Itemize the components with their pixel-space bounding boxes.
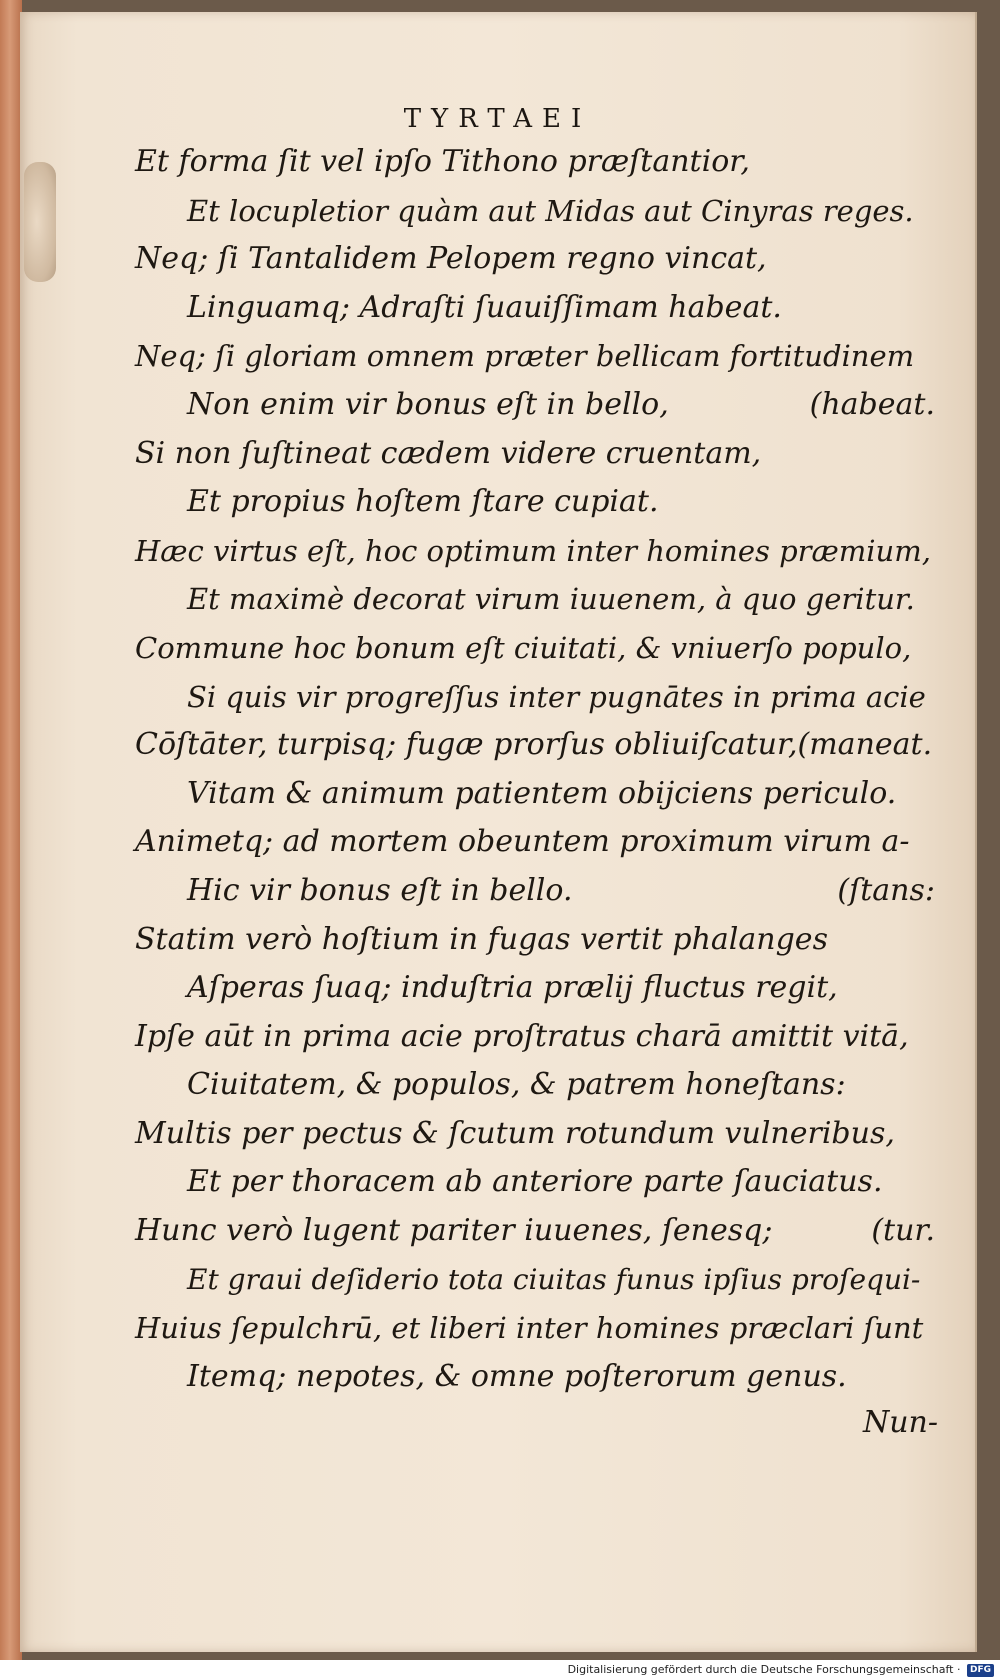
text-line-content: Itemq; nepotes, & omne poſterorum genus. xyxy=(187,1358,847,1394)
text-line-content: Et forma ſit vel ipſo Tithono præſtantior, xyxy=(135,144,750,179)
text-line-content: Aſperas ſuaq; induſtria prælij fluctus regit, xyxy=(187,970,838,1006)
text-line xyxy=(135,964,935,1013)
text-line xyxy=(135,284,935,333)
text-line xyxy=(135,381,935,430)
text-line xyxy=(135,1256,935,1305)
book-spine xyxy=(0,0,22,1660)
text-line-content: Ciuitatem, & populos, & patrem honeſtans: xyxy=(187,1067,846,1103)
text-line-turnover: (ſtans: xyxy=(837,872,935,908)
text-line xyxy=(135,916,935,965)
text-line xyxy=(135,187,935,236)
text-line xyxy=(135,575,935,624)
text-line xyxy=(135,138,935,187)
text-line-content: Si quis vir progreſſus inter pugnātes in prima acie xyxy=(187,679,926,714)
text-line xyxy=(135,624,935,673)
text-line-turnover: (tur. xyxy=(871,1213,935,1249)
text-line-content: Hæc virtus eſt, hoc optimum inter homines præmium, xyxy=(135,533,931,568)
text-line xyxy=(135,1110,935,1159)
text-line xyxy=(135,1353,935,1402)
text-line xyxy=(135,332,935,381)
page-clasp-mark xyxy=(24,162,56,282)
text-line xyxy=(135,1207,935,1256)
text-line-content: Et propius hoſtem ſtare cupiat. xyxy=(187,484,659,520)
text-line xyxy=(135,867,935,916)
text-line-content: Et maximè decorat virum iuuenem, à quo geritur. xyxy=(187,582,915,617)
text-line xyxy=(135,1013,935,1062)
text-line xyxy=(135,770,935,819)
catchword: Nun- xyxy=(862,1405,938,1440)
text-line-content: Commune hoc bonum eſt ciuitati, & vniuerſo populo, xyxy=(135,630,912,665)
digitization-credit xyxy=(568,1660,994,1679)
text-line xyxy=(135,1158,935,1207)
text-line-content: Animetq; ad mortem obeuntem proximum virum a- xyxy=(135,824,910,860)
text-line xyxy=(135,430,935,479)
text-line xyxy=(135,527,935,576)
text-line xyxy=(135,1061,935,1110)
text-line-content: Hunc verò lugent pariter iuuenes, ſenesq; xyxy=(135,1213,773,1249)
text-line-content: Neq; ſi Tantalidem Pelopem regno vincat, xyxy=(135,241,767,277)
text-line-content: Vitam & animum patientem obijciens periculo. xyxy=(187,775,897,811)
text-line xyxy=(135,1304,935,1353)
text-line-content: Huius ſepulchrū, et liberi inter homines præclari ſunt xyxy=(135,1311,924,1346)
text-line xyxy=(135,721,935,770)
text-line-content: Et per thoracem ab anteriore parte ſauciatus. xyxy=(187,1164,883,1200)
text-line-content: Statim verò hoſtium in fugas vertit phalanges xyxy=(135,921,828,957)
text-block xyxy=(135,138,935,1401)
text-line-content: Non enim vir bonus eſt in bello, xyxy=(187,386,669,422)
text-line-content: Linguamq; Adraſti ſuauiſſimam habeat. xyxy=(187,289,782,325)
text-line xyxy=(135,818,935,867)
text-line xyxy=(135,235,935,284)
text-line-content: Hic vir bonus eſt in bello. xyxy=(187,872,573,908)
text-line-content: Cōſtāter, turpisq; fugæ prorſus obliuiſcatur,(maneat. xyxy=(135,727,933,763)
text-line-content: Neq; ſi gloriam omnem præter bellicam fortitudinem xyxy=(135,339,915,374)
text-line xyxy=(135,673,935,722)
text-line-turnover: (habeat. xyxy=(809,386,935,422)
text-line xyxy=(135,478,935,527)
text-line-content: Et locupletior quàm aut Midas aut Cinyras reges. xyxy=(187,193,914,228)
text-line-content: Et graui deſiderio tota ciuitas funus ipſius proſequi- xyxy=(187,1262,921,1296)
text-line-content: Multis per pectus & ſcutum rotundum vulneribus, xyxy=(135,1115,895,1151)
text-line-content: Ipſe aūt in prima acie proſtratus charā amittit vitā, xyxy=(135,1018,909,1054)
running-head: TYRTAEI xyxy=(403,104,592,134)
dfg-logo: DFG xyxy=(967,1664,994,1677)
credit-text: Digitalisierung gefördert durch die Deutsche Forschungsgemeinschaft · xyxy=(567,1663,961,1676)
text-line-content: Si non ſuſtineat cædem videre cruentam, xyxy=(135,435,762,471)
